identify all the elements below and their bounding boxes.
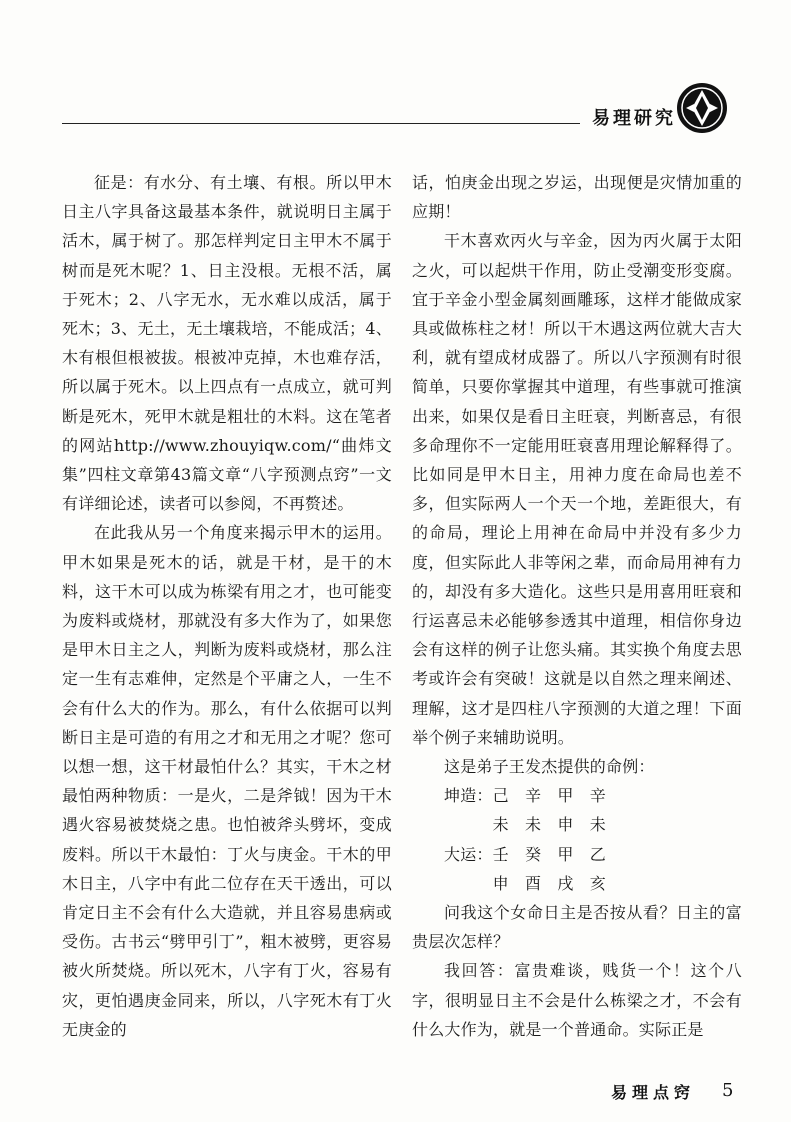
- paragraph: 干木喜欢丙火与辛金，因为丙火属于太阳之火，可以起烘干作用，防止受潮变形变腐。宜于辛金小型金属刻画雕琢，这样才能做成家具或做栋柱之材！所以干木遇这两位就大吉大利，就有望成材成器了。所以八字预测有时很简单，只要你掌握其中道理，有些事就可推演出来，如果仅是看日主旺衰，判断喜忌，有很多命理你不一定能用旺衰喜用理论解释得了。比如同是甲木日主，用神力度在命局也差不多，但实际两人一个天一个地，差距很大，有的命局，理论上用神在命局中并没有多少力度，但实际此人非等闲之辈，而命局用神有力的，却没有多大造化。这些只是用喜用旺衰和行运喜忌未必能够参透其中道理，相信你身边会有这样的例子让您头痛。其实换个角度去思考或许会有突破！这就是以自然之理来阐述、理解，这才是四柱八字预测的大道之理！下面举个例子来辅助说明。: [412, 231, 742, 747]
- example-line: 坤造：己 辛 甲 辛: [444, 786, 607, 806]
- paragraph: 问我这个女命日主是否按从看？日主的富贵层次怎样？: [412, 903, 742, 952]
- footer-title: 易理点窍: [611, 1083, 696, 1102]
- paragraph: 征是：有水分、有土壤、有根。所以甲木日主八字具备这最基本条件，就说明日主属于活木，属于树了。那怎样判定日主甲木不属于树而是死木呢？1、日主没根。无根不活，属于死木；2、八字无水，无水难以成活，属于死木；3、无土，无土壤栽培，不能成活；4、木有根但根被拔。根被冲克掉，木也难存活，所以属于死木。以上四点有一点成立，就可判断是死木，死甲木就是粗壮的木料。这在笔者的网站http://www.zhouyiqw.com/“曲炜文集”四柱文章第43篇文章“八字预测点窍”一文有详细论述，读者可以参阅，不再赘述。: [62, 173, 392, 514]
- paragraph: 在此我从另一个角度来揭示甲木的运用。甲木如果是死木的话，就是干材，是干的木料，这干木可以成为栋梁有用之才，也可能变为废料或烧材，那就没有多大作为了，如果您是甲木日主之人，判断为废料或烧材，那么注定一生有志难伸，定然是个平庸之人，一生不会有什么大的作为。那么，有什么依据可以判断日主是可造的有用之才和无用之才呢？您可以想一想，这干材最怕什么？其实，干木之材最怕两种物质：一是火，二是斧钺！因为干木遇火容易被焚烧之患。也怕被斧头劈坏，变成废料。所以干木最怕：丁火与庚金。干木的甲木日主，八字中有此二位存在天干透出，可以肯定日主不会有什么大造就，并且容易患病或受伤。古书云“劈甲引丁”，粗木被劈，更容易被火所焚烧。所以死木，八字有丁火，容易有灾，更怕遇庚金同来，所以，八字死木有丁火无庚金的: [62, 523, 392, 1039]
- page-number: 5: [722, 1080, 734, 1101]
- example-line: 大运：壬 癸 甲 乙: [444, 844, 607, 864]
- paragraph: 话，怕庚金出现之岁运，出现便是灾情加重的应期！: [412, 173, 742, 222]
- paragraph: 这是弟子王发杰提供的命例：: [444, 757, 655, 777]
- left-column: [62, 168, 392, 1044]
- section-title: 易理研究: [592, 108, 676, 129]
- ornamental-diamond-emblem-icon: [676, 82, 728, 134]
- example-line: 未 未 申 未: [444, 815, 607, 835]
- example-line: 申 酉 戌 亥: [444, 873, 607, 893]
- paragraph: 我回答：富贵难谈，贱货一个！这个八字，很明显日主不会是什么栋梁之才，不会有什么大作为，就是一个普通命。实际正是: [412, 961, 742, 1039]
- right-column: [412, 168, 742, 1044]
- header-rule: [62, 123, 580, 124]
- chart-example: [412, 781, 742, 898]
